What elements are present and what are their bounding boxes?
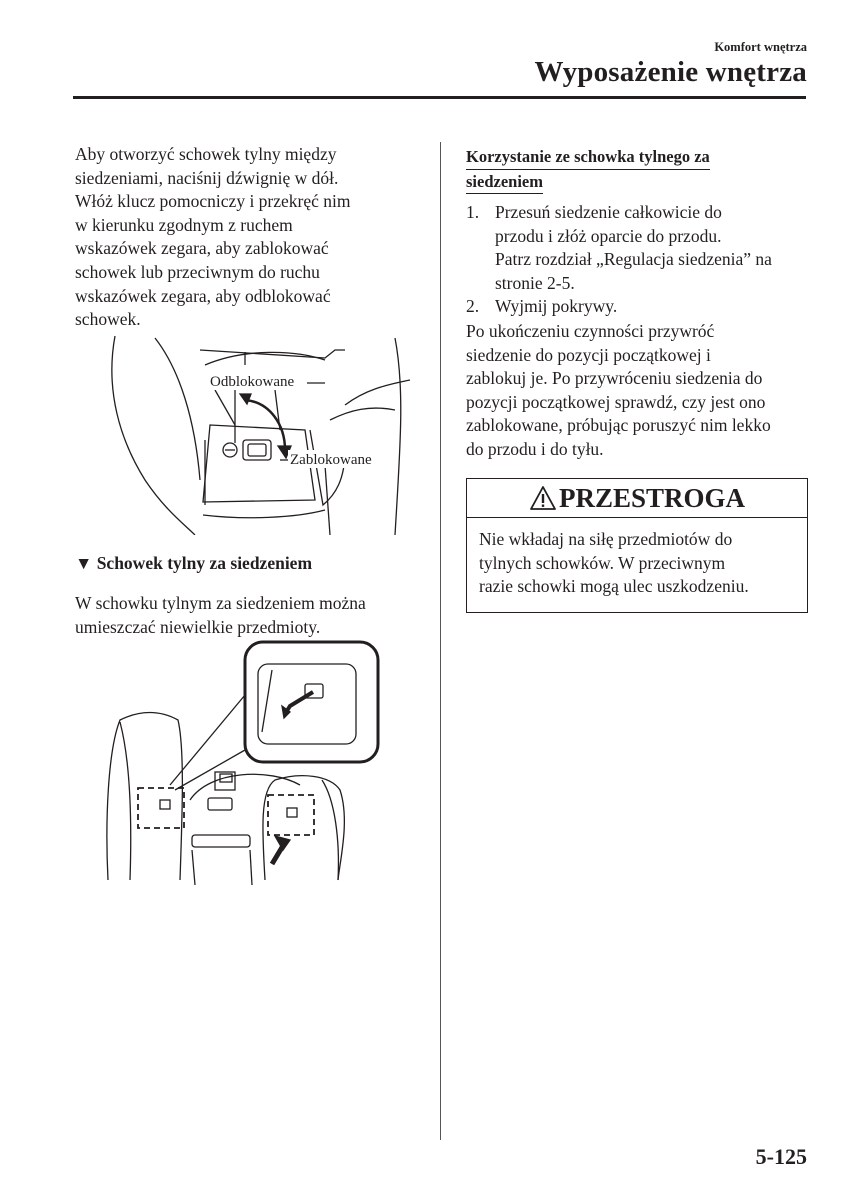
rear-compartment-illustration xyxy=(100,640,390,890)
text-line: przodu i złóż oparcie do przodu. xyxy=(495,225,722,246)
text-line: Aby otworzyć schowek tylny między xyxy=(75,144,337,164)
text-line: tylnych schowków. W przeciwnym xyxy=(479,552,726,573)
list-item xyxy=(466,201,811,295)
text-line: Przesuń siedzenie całkowicie do xyxy=(495,202,722,222)
subheading-line: Korzystanie ze schowka tylnego za xyxy=(466,145,710,170)
text-line: siedzeniami, naciśnij dźwignię w dół. xyxy=(75,167,339,188)
list-item xyxy=(466,295,811,319)
text-line: stronie 2-5. xyxy=(495,272,575,293)
header-section: Komfort wnętrza xyxy=(714,40,807,54)
header-rule xyxy=(73,96,806,99)
text-line: Włóż klucz pomocniczy i przekręć nim xyxy=(75,191,351,212)
subheading-line: siedzeniem xyxy=(466,170,543,195)
text-line: Po ukończeniu czynności przywróć xyxy=(466,321,715,341)
column-divider xyxy=(440,142,441,1140)
text-line: zablokowane, próbując poruszyć nim lekko xyxy=(466,415,771,436)
page-title: Wyposażenie wnętrza xyxy=(534,56,807,88)
text-line: do przodu i do tyłu. xyxy=(466,438,604,459)
text-line: pozycji początkowej sprawdź, czy jest ono xyxy=(466,391,766,412)
caution-title: PRZESTROGA xyxy=(558,482,746,513)
list-item-number: 1. xyxy=(466,202,480,222)
label-locked: Zablokowane xyxy=(290,452,372,468)
console-lock-illustration xyxy=(95,330,425,535)
text-line: zablokuj je. Po przywróceniu siedzenia do xyxy=(466,368,763,389)
warning-triangle-icon xyxy=(529,485,557,511)
text-line: razie schowki mogą ulec uszkodzeniu. xyxy=(479,576,749,597)
intro-paragraph xyxy=(75,143,420,332)
text-line: Patrz rozdział „Regulacja siedzenia” na xyxy=(495,249,772,270)
steps-list xyxy=(466,201,811,319)
text-line: schowek. xyxy=(75,309,141,330)
text-line: siedzenie do pozycji początkowej i xyxy=(466,344,711,365)
page-number: 5-125 xyxy=(755,1144,807,1169)
text-line: W schowku tylnym za siedzeniem można xyxy=(75,593,366,613)
list-item-number: 2. xyxy=(466,296,480,317)
section-paragraph xyxy=(75,592,420,639)
section-heading: ▼ Schowek tylny za siedzeniem xyxy=(75,553,313,573)
label-unlocked: Odblokowane xyxy=(210,374,295,390)
after-steps-paragraph xyxy=(466,320,811,462)
text-line: w kierunku zgodnym z ruchem xyxy=(75,214,293,235)
subheading xyxy=(466,145,710,194)
text-line: schowek lub przeciwnym do ruchu xyxy=(75,261,320,282)
text-line: wskazówek zegara, aby zablokować xyxy=(75,238,329,259)
caution-box xyxy=(466,478,808,613)
caution-header xyxy=(467,479,807,518)
text-line: umieszczać niewielkie przedmioty. xyxy=(75,616,321,637)
text-line: Wyjmij pokrywy. xyxy=(495,296,618,317)
caution-text xyxy=(467,518,807,612)
text-line: wskazówek zegara, aby odblokować xyxy=(75,285,331,306)
text-line: Nie wkładaj na siłę przedmiotów do xyxy=(479,529,733,549)
